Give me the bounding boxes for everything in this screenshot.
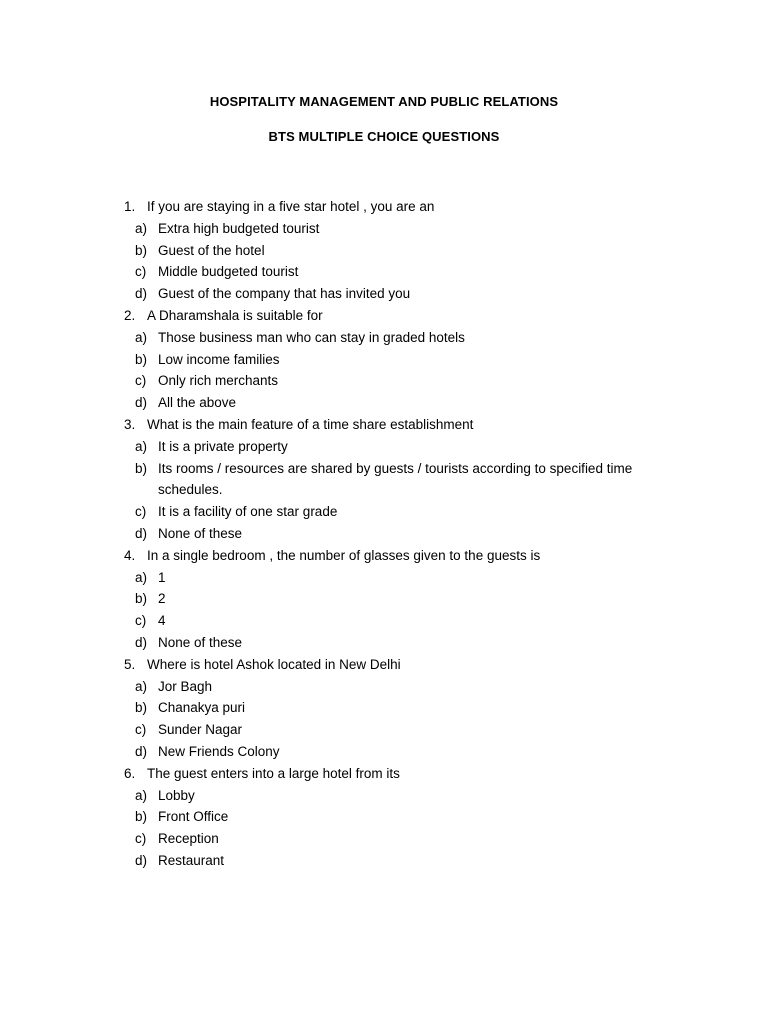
document-title: HOSPITALITY MANAGEMENT AND PUBLIC RELATIONS	[209, 94, 559, 109]
question-text: In a single bedroom , the number of glasses given to the guests is	[147, 547, 541, 563]
option-6-2	[0, 806, 768, 828]
option-letter: d)	[135, 286, 148, 302]
option-text: New Friends Colony	[158, 743, 280, 759]
option-letter: c)	[135, 373, 147, 389]
option-text: Low income families	[158, 351, 280, 367]
option-3-3	[0, 501, 768, 523]
option-2-4	[0, 392, 768, 414]
option-letter: a)	[135, 569, 148, 585]
option-text: Middle budgeted tourist	[158, 264, 299, 280]
option-3-2	[0, 458, 768, 502]
option-letter: a)	[135, 678, 148, 694]
option-text: Guest of the hotel	[158, 242, 265, 258]
option-5-1	[0, 676, 768, 698]
option-text: Those business man who can stay in graded hotels	[158, 329, 465, 345]
question-4	[0, 545, 768, 567]
question-5	[0, 654, 768, 676]
option-6-1	[0, 785, 768, 807]
option-letter: b)	[135, 700, 148, 716]
option-text: Guest of the company that has invited you	[158, 286, 411, 302]
option-text: Only rich merchants	[158, 373, 279, 389]
option-1-3	[0, 261, 768, 283]
option-text: Its rooms / resources are shared by guests / tourists according to specified time schedules.	[158, 460, 633, 498]
option-1-2	[0, 240, 768, 262]
option-letter: b)	[135, 242, 148, 258]
option-text: Front Office	[158, 809, 229, 825]
question-text: What is the main feature of a time share establishment	[147, 416, 474, 432]
question-text: A Dharamshala is suitable for	[147, 307, 323, 323]
option-2-1	[0, 327, 768, 349]
question-2	[0, 305, 768, 327]
option-text: Extra high budgeted tourist	[158, 220, 320, 236]
option-letter: d)	[135, 634, 148, 650]
question-1	[0, 196, 768, 218]
question-number: 5.	[124, 656, 136, 672]
option-letter: b)	[135, 591, 148, 607]
option-4-4	[0, 632, 768, 654]
option-letter: a)	[135, 438, 148, 454]
option-text: None of these	[158, 634, 243, 650]
option-text: It is a facility of one star grade	[158, 504, 338, 520]
option-text: It is a private property	[158, 438, 288, 454]
option-letter: c)	[135, 264, 147, 280]
option-letter: d)	[135, 852, 148, 868]
question-list	[0, 196, 768, 872]
option-letter: a)	[135, 787, 148, 803]
option-4-1	[0, 567, 768, 589]
option-5-2	[0, 697, 768, 719]
question-number: 1.	[124, 199, 136, 214]
question-number: 3.	[124, 416, 136, 432]
option-5-3	[0, 719, 768, 741]
option-letter: d)	[135, 395, 148, 411]
option-text: None of these	[158, 525, 243, 541]
option-text: All the above	[158, 395, 237, 411]
option-text: Reception	[158, 831, 219, 847]
question-3	[0, 414, 768, 436]
option-4-3	[0, 610, 768, 632]
option-letter: b)	[135, 809, 148, 825]
option-1-4	[0, 283, 768, 305]
option-text: Chanakya puri	[158, 700, 246, 716]
document-subtitle: BTS MULTIPLE CHOICE QUESTIONS	[268, 129, 500, 144]
option-letter: b)	[135, 351, 148, 367]
option-text: Sunder Nagar	[158, 722, 243, 738]
question-text: Where is hotel Ashok located in New Delhi	[147, 656, 401, 672]
question-number: 6.	[124, 765, 136, 781]
option-6-4	[0, 850, 768, 872]
option-letter: a)	[135, 329, 148, 345]
question-number: 4.	[124, 547, 136, 563]
option-3-4	[0, 523, 768, 545]
option-letter: b)	[135, 460, 148, 476]
option-4-2	[0, 588, 768, 610]
option-2-2	[0, 349, 768, 371]
option-letter: c)	[135, 831, 147, 847]
option-text: 4	[158, 613, 166, 629]
option-text: Lobby	[158, 787, 195, 803]
option-text: Restaurant	[158, 852, 225, 868]
option-letter: c)	[135, 504, 147, 520]
question-number: 2.	[124, 307, 136, 323]
question-text: If you are staying in a five star hotel , you are an	[147, 199, 435, 214]
option-6-3	[0, 828, 768, 850]
option-text: 1	[158, 569, 166, 585]
option-letter: a)	[135, 220, 148, 236]
option-1-1	[0, 218, 768, 240]
option-letter: c)	[135, 722, 147, 738]
option-2-3	[0, 370, 768, 392]
option-text: Jor Bagh	[158, 678, 213, 694]
option-5-4	[0, 741, 768, 763]
option-letter: d)	[135, 743, 148, 759]
question-6	[0, 763, 768, 785]
option-letter: d)	[135, 525, 148, 541]
option-letter: c)	[135, 613, 147, 629]
question-text: The guest enters into a large hotel from its	[147, 765, 400, 781]
option-3-1	[0, 436, 768, 458]
option-text: 2	[158, 591, 166, 607]
